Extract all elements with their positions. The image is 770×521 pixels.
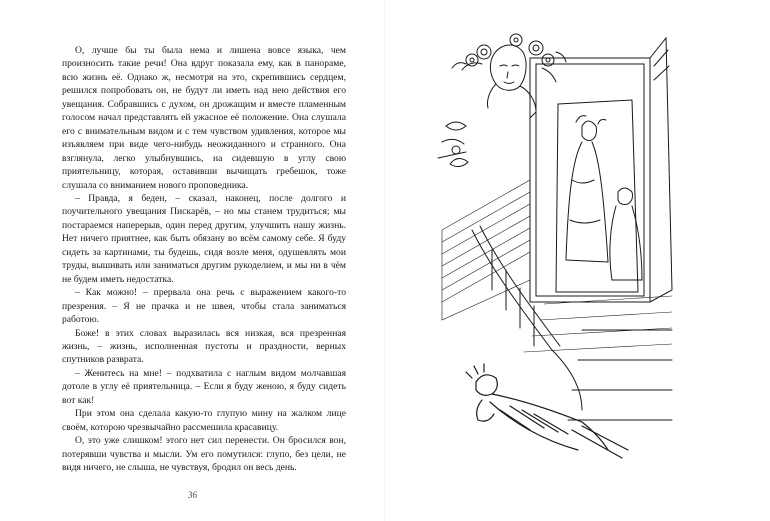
paragraph: – Женитесь на мне! – подхватила с наглым видом молчавшая дотоле в углу её приятельница. – Если я буду женою, я буду сидеть вот как!: [62, 367, 346, 406]
window-frame: [530, 38, 672, 302]
allegorical-figure: [452, 34, 566, 118]
paragraph: Боже! в этих словах выразилась вся низкая, вся презренная жизнь, – жизнь, исполненная пустоты и праздности, верных спутников разврата.: [62, 327, 346, 366]
paragraph: – Как можно! – прервала она речь с выражением какого-то презрения. – Я не прачка и не швея, чтобы стала заниматься работою.: [62, 287, 346, 326]
ink-illustration: [432, 30, 677, 466]
women-in-doorway: [566, 116, 642, 280]
illustration-svg: [432, 30, 677, 466]
text-block: [62, 44, 346, 475]
paragraph: При этом она сделала какую-то глупую мину на жалком лице своём, которою чрезвычайно рассмешила красавицу.: [62, 408, 346, 433]
staircase: [472, 226, 672, 420]
paragraph: – Правда, я беден, – сказал, наконец, после долгого и поучительного увещания Пискарёв, – но мы станем трудиться; мы постараемся наперерыв, один перед другим, улучшить нашу жизнь. Нет ничего приятнее, как быть обязану во всём самому себе. Я буду сидеть за картинами, ты будешь, сидя возле меня, одушевлять мои труды, вышивать или заниматься другим рукоделием, и мы ни в чём не будем иметь недостатка.: [62, 192, 346, 285]
page-number: 36: [188, 490, 197, 500]
fleeing-man: [466, 364, 628, 458]
decorative-flowers: [438, 122, 468, 167]
paragraph: О, лучше бы ты была нема и лишена вовсе языка, чем произносить такие речи! Она вдруг показала ему, как в панораме, всю жизнь её. Однако ж, несмотря на это, скрепившись сердцем, решился попробовать он, не будут ли иметь над нею действия его увещания. Собравшись с духом, он дрожащим и вместе пламенным голосом начал представлять ей ужасное её положение. Она слушала его с внимательным видом и с тем чувством удивления, которое мы изъявляем при виде чего-нибудь неожиданного и странного. Она взглянула, легко улыбнувшись, на сидевшую в углу свою приятельницу, которая, оставивши вычищать гребешок, тоже слушала со вниманием нового проповедника.: [62, 45, 346, 191]
paragraph: О, это уже слишком! этого нет сил перенести. Он бросился вон, потерявши чувства и мысли. Ум его помутился: глупо, без цели, не видя ничего, не слыша, не чувствуя, бродил он весь день.: [62, 435, 346, 474]
